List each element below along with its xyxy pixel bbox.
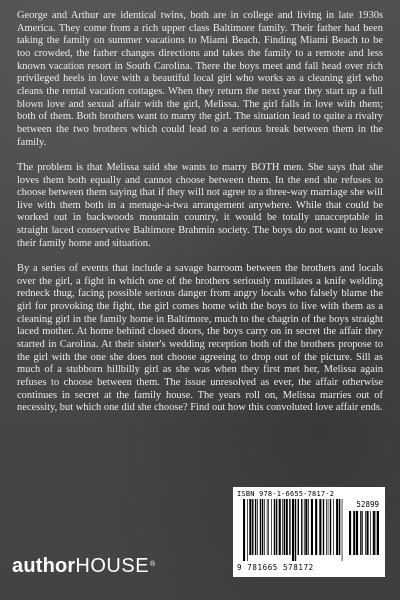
barcode-bar [255,499,256,555]
barcode-bar [262,499,263,555]
barcode-bar [304,499,305,555]
barcode-bar [247,499,248,561]
barcode-bar [373,511,375,555]
barcode-bar [323,499,324,555]
barcode-bar [260,499,261,555]
barcode-bar [243,499,245,561]
barcode-bar [252,499,253,555]
barcode-bar [353,511,355,555]
logo-author-text: author [12,555,76,577]
barcode-bar [362,511,363,555]
barcode-bar [328,499,329,555]
barcode-bar [282,499,283,555]
barcode-bar [330,499,331,555]
barcode-bar [365,511,366,555]
barcode-bar [349,511,351,555]
registered-mark: ® [150,561,156,568]
barcode-bar [367,511,369,555]
barcode-bar [333,499,334,555]
barcode-bar [336,499,338,555]
back-cover-blurb [17,10,383,428]
barcode-bar [326,499,327,555]
barcode-bar [295,499,296,561]
ean13-barcode [243,499,343,561]
barcode-bar [286,499,288,555]
barcode-bar [276,499,277,555]
barcode-bar [257,499,258,555]
authorhouse-logo [12,555,155,577]
barcode-bar [315,499,317,555]
barcode-bar [305,499,307,555]
barcode-bar [360,511,361,555]
barcode-bar [311,499,313,555]
barcode-bar [249,499,251,555]
isbn-barcode-box [233,487,385,577]
isbn-label: ISBN 978-1-6655-7817-2 [237,490,335,498]
price-code-label: 52899 [356,500,379,509]
barcode-bar [356,511,358,555]
barcode-bar [271,499,272,555]
barcode-bar [342,499,343,561]
barcode-bar [289,499,290,555]
barcode-bar [370,511,371,555]
barcode-bar [319,499,321,555]
barcode-bar [292,499,294,561]
barcode-bar [267,499,268,555]
logo-house-text: HOUSE [75,555,150,577]
blurb-paragraph-2: The problem is that Melissa said she wants to marry BOTH men. She says that she loves them both equally and cannot choose between them. In the end she refuses to choose between them saying that if they will not agree to a three-way marriage she will live with them both in a menage-a-twa arrangement anywhere. While that could be worked out in backwoods mountain country, it would be totally unacceptable in straight laced conservative Baltimore Brahmin society. The boys do not want to leave their family home and situation. [17,161,383,249]
barcode-bar [274,499,275,555]
barcode-bar [264,499,265,555]
barcode-bar [268,499,269,555]
blurb-paragraph-3: By a series of events that include a savage barroom between the brothers and locals over the girl, a fight in which one of the brothers seriously mutilates a knife welding redneck thug, facing possible serious danger from angry locals who falsely blame the girl for provoking the fight, the girl comes home with the boys to live with them as a cleaning girl in the family home in Baltimore, much to the chagrin of the boys straight laced mother. At home behind closed doors, the boys carry on in secret the affair they started in Carolina. At their sister's wedding reception both of the brothers propose to the girl with the one she does not choose agreeing to drop out of the picture. Sill as much of a stubborn hillbilly girl as she was when they first met her, Melissa again refuses to choose between them. The issue unresolved as ever, the affair otherwise continues in secret at the family house. The years roll on, Melissa marries out of necessity, but which one did she choose? Find out how this convoluted love affair ends. [17,263,383,414]
barcode-bar [279,499,281,555]
barcode-bar [284,499,285,555]
barcode-bar [308,499,309,555]
barcode-bar [298,499,299,555]
barcode-bar [376,511,377,555]
price-addon-barcode [349,511,379,561]
barcode-bar [377,511,379,555]
barcode-bar [339,499,340,555]
barcode-bar [301,499,302,555]
barcode-digits: 9 781665 578172 [237,563,314,572]
blurb-paragraph-1: George and Arthur are identical twins, both are in college and living in late 1930s America. They come from a rich upper class Baltimore family. Their father had been taking the family on summer vacations to Miami Beach. Finding Miami Beach to be too crowded, the father changes directions and takes the family to a remote and less known vacation resort in South Carolina. There the boys meet and fall head over rich privileged heels in love with a beautiful local girl who works as a cleaning girl who cleans the rental vacation cottages. When they return the next year they start up a full blown love and sexual affair with the girl, Melissa. The girl falls in love with them; both of them. Both brothers want to marry the girl. The situation lead to quite a rivalry between the two brothers which could lead to a serious break between them in the family. [17,10,383,148]
